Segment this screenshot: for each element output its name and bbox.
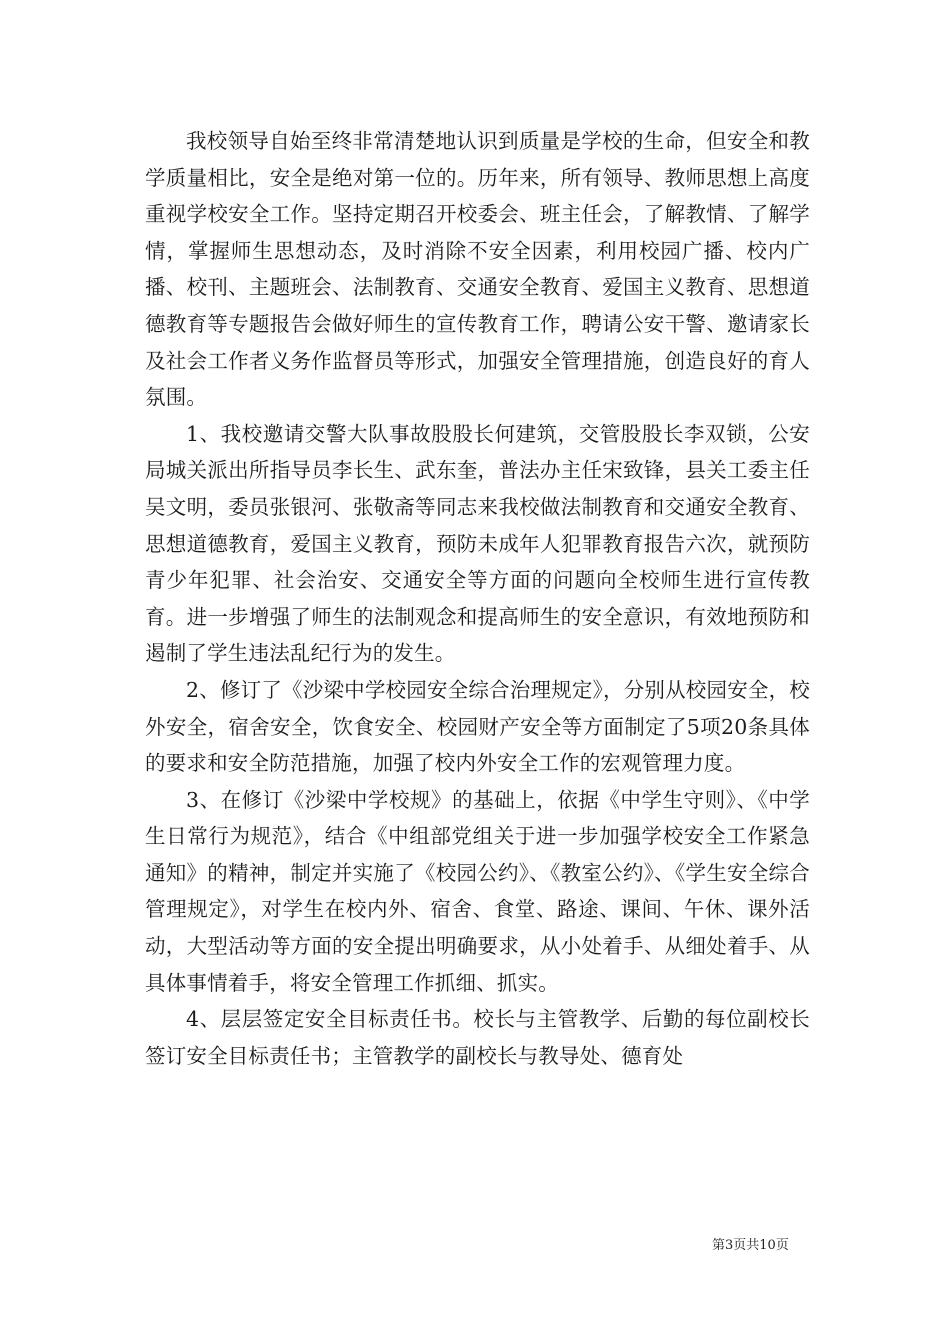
paragraph-item-4: 4、层层签定安全目标责任书。校长与主管教学、后勤的每位副校长签订安全目标责任书；主管教学的副校长与教导处、德育处 xyxy=(145,1007,810,1068)
paragraph-item-2: 2、修订了《沙梁中学校园安全综合治理规定》，分别从校园安全，校外安全，宿舍安全，饮食安全、校园财产安全等方面制定了5项20条具体的要求和安全防范措施，加强了校内外安全工作的宏观管理力度。 xyxy=(145,677,810,776)
paragraph-item-3: 3、在修订《沙梁中学校规》的基础上，依据《中学生守则》、《中学生日常行为规范》，结合《中组部党组关于进一步加强学校安全工作紧急通知》的精神，制定并实施了《校园公约》、《教室公约》、《学生安全综合管理规定》，对学生在校内外、宿舍、食堂、路途、课间、午休、课外活动，大型活动等方面的安全提出明确要求，从小处着手、从细处着手、从具体事情着手，将安全管理工作抓细、抓实。 xyxy=(145,787,810,995)
paragraph-intro: 我校领导自始至终非常清楚地认识到质量是学校的生命，但安全和教学质量相比，安全是绝对第一位的。历年来，所有领导、教师思想上高度重视学校安全工作。坚持定期召开校委会、班主任会，了解教情、了解学情，掌握师生思想动态，及时消除不安全因素，利用校园广播、校内广播、校刊、主题班会、法制教育、交通安全教育、爱国主义教育、思想道德教育等专题报告会做好师生的宣传教育工作，聘请公安干警、邀请家长及社会工作者义务作监督员等形式，加强安全管理措施，创造良好的育人氛围。 xyxy=(145,129,810,410)
document-body xyxy=(145,123,810,1074)
paragraph-item-1: 1、我校邀请交警大队事故股股长何建筑，交管股股长李双锁，公安局城关派出所指导员李长生、武东奎，普法办主任宋致锋，县关工委主任吴文明，委员张银河、张敬斋等同志来我校做法制教育和交通安全教育、思想道德教育，爱国主义教育，预防未成年人犯罪教育报告六次，就预防青少年犯罪、社会治安、交通安全等方面的问题向全校师生进行宣传教育。进一步增强了师生的法制观念和提高师生的安全意识，有效地预防和遏制了学生违法乱纪行为的发生。 xyxy=(145,421,810,666)
page-number-footer: 第3页共10页 xyxy=(712,1238,789,1253)
